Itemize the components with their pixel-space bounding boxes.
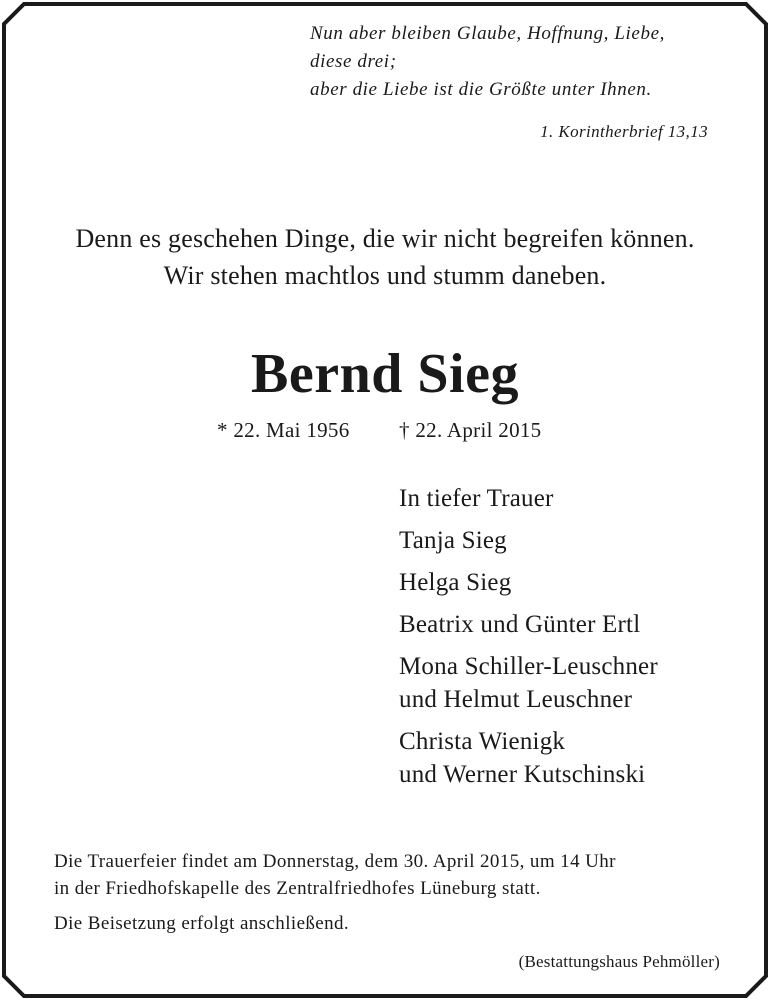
mourners-heading-text: In tiefer Trauer xyxy=(399,485,554,512)
mourner-name: Beatrix und Günter Ertl xyxy=(399,611,641,638)
birth-date: * 22. Mai 1956 xyxy=(217,418,350,442)
verse-line: Nun aber bleiben Glaube, Hoffnung, Liebe, xyxy=(310,23,665,44)
verse-line: aber die Liebe ist die Größte unter Ihnen. xyxy=(310,79,652,100)
verse-line: diese drei; xyxy=(310,51,397,72)
burial-notice: Die Beisetzung erfolgt anschließend. xyxy=(54,913,350,934)
verse-reference: 1. Korintherbrief 13,13 xyxy=(540,122,708,141)
intro-line-1: Denn es geschehen Dinge, die wir nicht begreifen können. xyxy=(75,224,695,253)
notice-line: in der Friedhofskapelle des Zentralfriedhofes Lüneburg statt. xyxy=(54,878,541,899)
deceased-name: Bernd Sieg xyxy=(251,343,519,405)
mourner-entry xyxy=(399,524,658,557)
mourner-name: Christa Wienigk xyxy=(399,728,566,755)
funeral-home: (Bestattungshaus Pehmöller) xyxy=(518,952,720,971)
mourner-entry xyxy=(399,725,658,791)
mourner-entry xyxy=(399,566,658,599)
mourner-name: und Werner Kutschinski xyxy=(399,761,646,788)
intro-line-2: Wir stehen machtlos und stumm daneben. xyxy=(163,261,607,290)
mourners-heading xyxy=(399,482,658,515)
bible-verse xyxy=(310,20,750,104)
notice-line: Die Trauerfeier findet am Donnerstag, dem 30. April 2015, um 14 Uhr xyxy=(54,851,616,872)
mourner-name: und Helmut Leuschner xyxy=(399,686,633,713)
death-date: † 22. April 2015 xyxy=(399,418,542,442)
mourner-name: Mona Schiller-Leuschner xyxy=(399,653,658,680)
mourner-entry xyxy=(399,608,658,641)
mourner-name: Tanja Sieg xyxy=(399,527,507,554)
mourner-entry xyxy=(399,650,658,716)
funeral-notice xyxy=(54,848,616,902)
mourners-list xyxy=(399,482,658,800)
mourner-name: Helga Sieg xyxy=(399,569,512,596)
